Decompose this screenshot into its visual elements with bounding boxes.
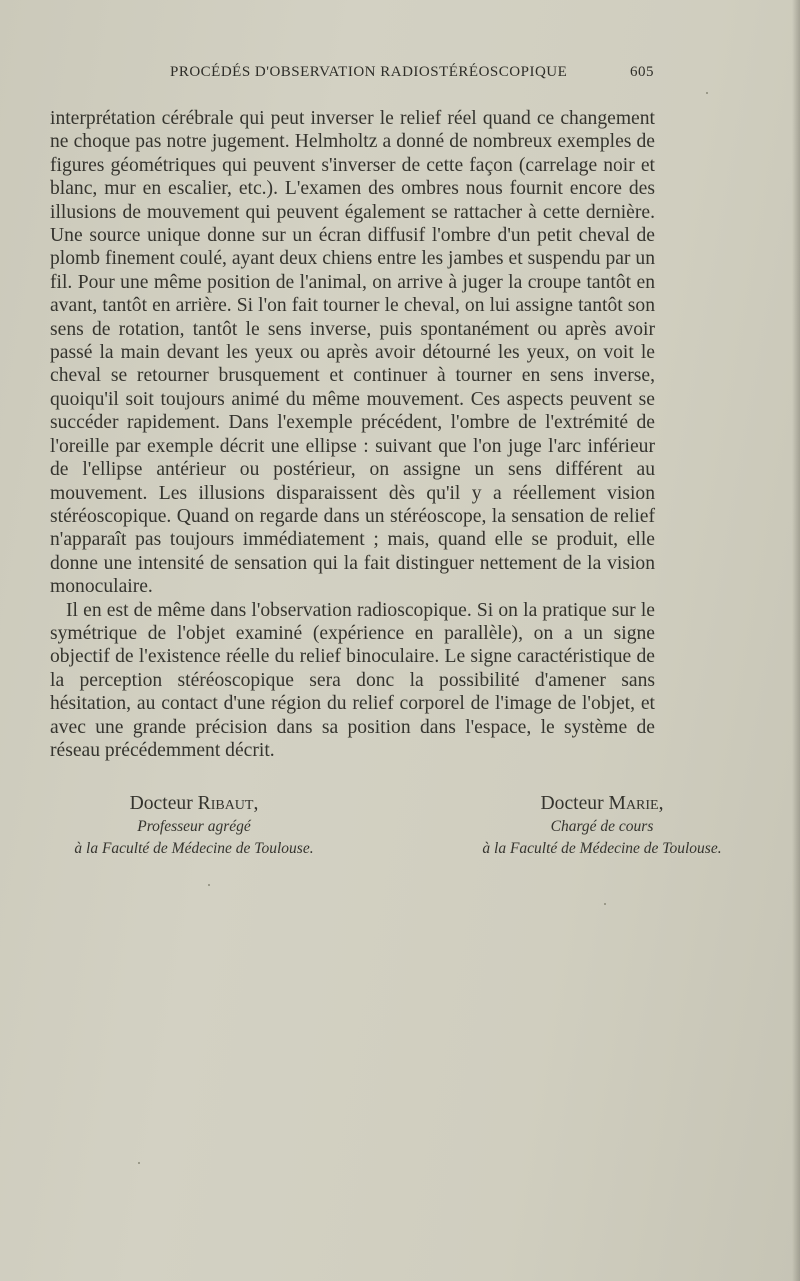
signature-marie	[432, 792, 772, 860]
signature-name	[50, 792, 338, 816]
body-text	[50, 107, 655, 762]
signature-title: Docteur	[129, 793, 193, 814]
running-head-title: PROCÉDÉS D'OBSERVATION RADIOSTÉRÉOSCOPIQUE	[170, 64, 568, 80]
paragraph-2: Il en est de même dans l'observation radioscopique. Si on la pratique sur le symétrique de l'objet examiné (expérience en parallèle), on a un signe objectif de l'existence réelle du relief binoculaire. Le signe caractéristique de la perception stéréoscopique sera donc la possibilité d'amener sans hésitation, au contact d'une région du relief corporel de l'image de l'objet, et avec une grande précision dans sa position dans l'espace, le système de réseau précédemment décrit.	[50, 599, 655, 761]
signature-surname: Marie,	[608, 793, 664, 814]
paper-speck	[604, 903, 606, 905]
signature-affiliation: à la Faculté de Médecine de Toulouse.	[74, 840, 314, 857]
signature-ribaut	[50, 792, 338, 860]
paper-speck	[208, 884, 210, 886]
signature-title: Docteur	[540, 793, 604, 814]
paragraph-1: interprétation cérébrale qui peut inverser le relief réel quand ce changement ne choque pas notre jugement. Helmholtz a donné de nombreux exemples de figures géométriques qui peuvent s'inverser de cette façon (carrelage noir et blanc, mur en escalier, etc.). L'examen des ombres nous fournit encore des illusions de mouvement qui peuvent également se rattacher à cette dernière. Une source unique donne sur un écran diffusif l'ombre d'un petit cheval de plomb finement coulé, ayant deux chiens entre les jambes et suspendu par un fil. Pour une même position de l'animal, on arrive à juger la croupe tantôt en avant, tantôt en arrière. Si l'on fait tourner le cheval, on lui assigne tantôt son sens de rotation, tantôt le sens inverse, puis spontanément ou après avoir passé la main devant les yeux ou après avoir détourné les yeux, on voit le cheval se retourner brusquement et continuer à tourner en sens inverse, quoiqu'il soit toujours animé du même mouvement. Ces aspects peuvent se succéder rapidement. Dans l'exemple précédent, l'ombre de l'extrémité de l'oreille par exemple décrit une ellipse : suivant que l'on juge l'arc inférieur de l'ellipse antérieur ou postérieur, on assigne un sens différent au mouvement. Les illusions disparaissent dès qu'il y a réellement vision stéréoscopique. Quand on regarde dans un stéréoscope, la sensation de relief n'apparaît pas toujours immédiatement ; mais, quand elle se produit, elle donne une intensité de sensation qui la fait distinguer nettement de la vision monoculaire.	[50, 108, 655, 598]
signature-role: Chargé de cours	[550, 818, 654, 835]
paper-speck	[138, 1162, 140, 1164]
paper-speck	[706, 92, 708, 94]
signature-surname: Ribaut,	[197, 793, 259, 814]
page-number: 605	[630, 64, 654, 80]
signature-affiliation: à la Faculté de Médecine de Toulouse.	[482, 840, 722, 857]
signature-role: Professeur agrégé	[137, 818, 251, 835]
signature-name	[432, 792, 772, 816]
